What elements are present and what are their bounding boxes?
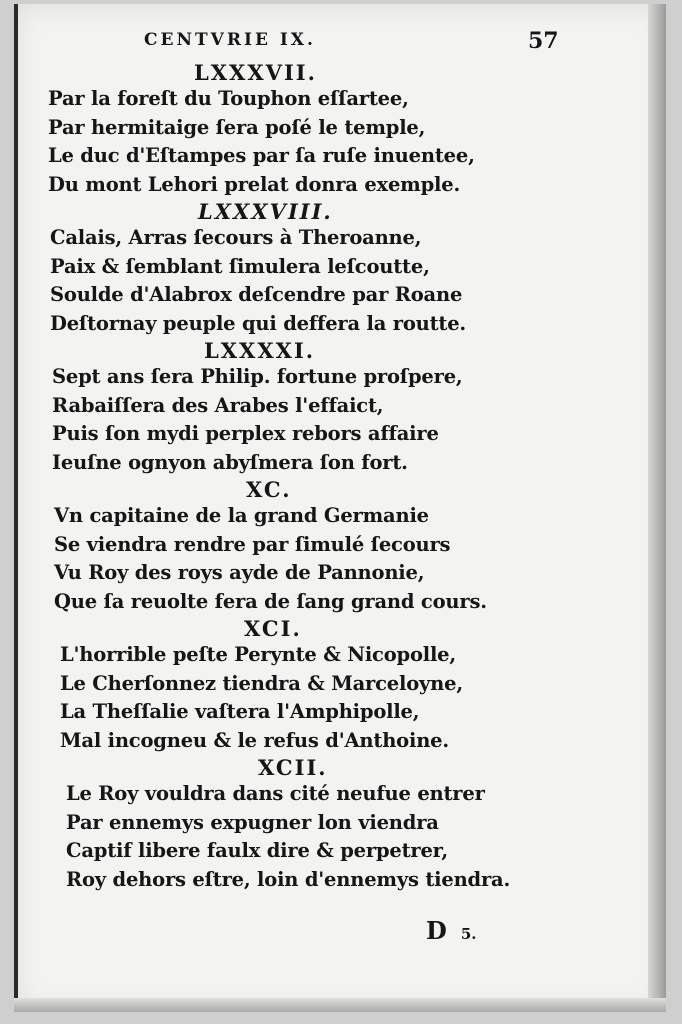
quatrain (38, 755, 578, 894)
verse-line: Puis ſon mydi perplex rebors affaire (52, 422, 439, 445)
quatrain (38, 60, 578, 199)
page-bottom-edge (14, 998, 666, 1012)
signature-number: 5. (460, 925, 477, 943)
quatrain-numeral: XCI. (244, 616, 302, 641)
verse-line: La Theſſalie vaſtera l'Amphipolle, (60, 700, 420, 723)
verse-line: Soulde d'Alabrox deſcendre par Roane (50, 283, 463, 306)
verse-line: Mal incogneu & le refus d'Anthoine. (60, 728, 449, 752)
verse-line: Roy dehors eſtre, loin d'ennemys tiendra. (66, 867, 511, 891)
quatrain (38, 616, 578, 755)
book-page (14, 4, 666, 1012)
page-right-edge (648, 4, 666, 1012)
verse-line: Vu Roy des roys ayde de Pannonie, (54, 561, 425, 584)
verse-line: Le Roy vouldra dans cité neufue entrer (66, 782, 485, 805)
verse-line: Le Cherſonnez tiendra & Marceloyne, (60, 671, 463, 695)
quatrain (38, 199, 578, 338)
signature-letter: D (426, 916, 447, 945)
verse-line: Deſtornay peuple qui deffera la routte. (50, 311, 467, 335)
signature-mark (426, 916, 476, 945)
verse-line: Calais, Arras ſecours à Theroanne, (50, 226, 422, 249)
running-title: CENTVRIE IX. (144, 30, 316, 50)
page-left-edge (14, 4, 18, 1012)
verse-line: Du mont Lehori prelat donra exemple. (48, 172, 461, 196)
verse-line: Par ennemys expugner lon viendra (66, 810, 439, 834)
verse-line: Sept ans ſera Philip. fortune proſpere, (52, 365, 463, 388)
quatrain-list (38, 60, 578, 894)
quatrain (38, 477, 578, 616)
verse-line: Ieuſne ognyon abyſmera ſon fort. (52, 450, 408, 474)
quatrain-numeral: XC. (246, 477, 292, 502)
verse-line: Le duc d'Eſtampes par ſa ruſe inuentee, (48, 144, 475, 167)
quatrain (38, 338, 578, 477)
verse-line: L'horrible peſte Perynte & Nicopolle, (60, 643, 456, 666)
quatrain-numeral: LXXXVII. (194, 60, 317, 85)
quatrain-numeral: LXXXXI. (204, 338, 316, 363)
verse-line: Rabaiſſera des Arabes l'effaict, (52, 393, 384, 417)
verse-line: Par hermitaige ſera poſé le temple, (48, 115, 426, 139)
verse-line: Par la foreſt du Touphon eſſartee, (48, 87, 409, 110)
verse-line: Vn capitaine de la grand Germanie (54, 504, 429, 527)
verse-line: Se viendra rendre par ſimulé ſecours (54, 532, 451, 556)
verse-line: Captif libere faulx dire & perpetrer, (66, 839, 448, 862)
verse-line: Que ſa reuolte fera de ſang grand cours. (54, 589, 487, 613)
quatrain-numeral: LXXXVIII. (198, 199, 333, 224)
page-number: 57 (528, 28, 559, 54)
quatrain-numeral: XCII. (258, 755, 328, 780)
verse-line: Paix & ſemblant ſimulera leſcoutte, (50, 254, 430, 278)
